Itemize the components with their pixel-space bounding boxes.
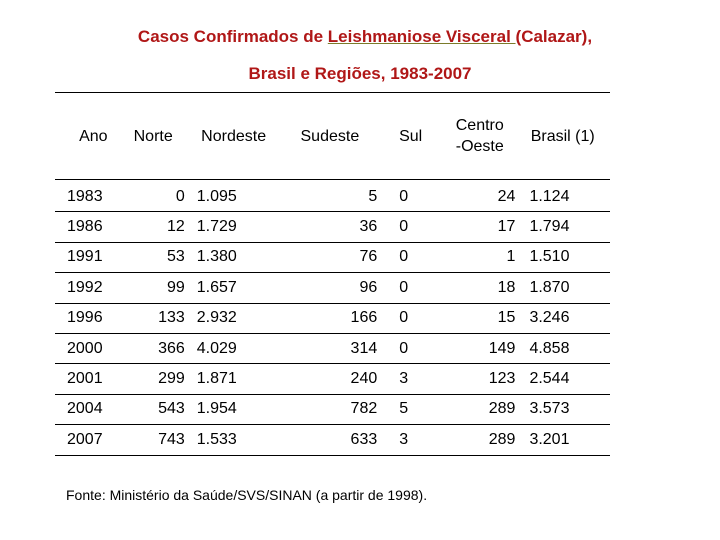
header-nordeste: Nordeste <box>185 93 283 180</box>
cell-centro-oeste: 24 <box>444 180 515 212</box>
cell-centro-oeste: 17 <box>444 212 515 242</box>
header-brasil: Brasil (1) <box>515 93 610 180</box>
cell-nordeste: 1.533 <box>185 425 283 455</box>
cell-sudeste: 633 <box>282 425 377 455</box>
table-header-row <box>55 93 610 180</box>
cell-nordeste: 1.657 <box>185 273 283 303</box>
table-row <box>55 180 610 212</box>
cell-ano: 2001 <box>55 364 122 394</box>
cell-ano: 1991 <box>55 242 122 272</box>
cell-norte: 366 <box>122 333 185 363</box>
cell-nordeste: 1.954 <box>185 394 283 424</box>
header-sudeste: Sudeste <box>282 93 377 180</box>
table-body <box>55 180 610 456</box>
cell-sul: 0 <box>377 242 444 272</box>
cell-sul: 0 <box>377 180 444 212</box>
cell-brasil: 2.544 <box>515 364 610 394</box>
source-text: : Ministério da Saúde/SVS/SINAN (a partir de 1998). <box>101 487 428 503</box>
table-row <box>55 303 610 333</box>
cell-sudeste: 5 <box>282 180 377 212</box>
cell-brasil: 1.870 <box>515 273 610 303</box>
table-row <box>55 364 610 394</box>
title-suffix: (Calazar), <box>515 27 593 46</box>
cell-sul: 3 <box>377 364 444 394</box>
cell-ano: 1986 <box>55 212 122 242</box>
cell-sul: 3 <box>377 425 444 455</box>
header-centro-oeste <box>444 93 515 180</box>
cell-brasil: 1.124 <box>515 180 610 212</box>
header-sul: Sul <box>377 93 444 180</box>
cell-nordeste: 1.380 <box>185 242 283 272</box>
cell-nordeste: 2.932 <box>185 303 283 333</box>
cell-centro-oeste: 289 <box>444 394 515 424</box>
header-centro-line2: -Oeste <box>455 138 504 155</box>
table-row <box>55 333 610 363</box>
cell-nordeste: 1.871 <box>185 364 283 394</box>
source-note <box>66 487 427 503</box>
table-row <box>55 425 610 455</box>
header-centro-line1: Centro <box>455 117 504 134</box>
table-row <box>55 212 610 242</box>
cell-norte: 12 <box>122 212 185 242</box>
cell-nordeste: 1.095 <box>185 180 283 212</box>
cell-ano: 1996 <box>55 303 122 333</box>
cell-sul: 0 <box>377 212 444 242</box>
title-prefix: Casos Confirmados de <box>137 27 328 46</box>
cell-brasil: 1.794 <box>515 212 610 242</box>
cell-ano: 2004 <box>55 394 122 424</box>
cell-centro-oeste: 149 <box>444 333 515 363</box>
cell-brasil: 3.201 <box>515 425 610 455</box>
source-label: Fonte <box>66 487 102 503</box>
cell-centro-oeste: 1 <box>444 242 515 272</box>
cell-sudeste: 76 <box>282 242 377 272</box>
cell-brasil: 4.858 <box>515 333 610 363</box>
header-ano: Ano <box>55 93 122 180</box>
title-line-1 <box>5 27 720 47</box>
cell-sul: 0 <box>377 333 444 363</box>
cell-norte: 133 <box>122 303 185 333</box>
cell-centro-oeste: 289 <box>444 425 515 455</box>
table-row <box>55 394 610 424</box>
cell-ano: 1992 <box>55 273 122 303</box>
cell-ano: 2000 <box>55 333 122 363</box>
cell-nordeste: 4.029 <box>185 333 283 363</box>
cell-sudeste: 96 <box>282 273 377 303</box>
cell-sul: 0 <box>377 273 444 303</box>
cell-centro-oeste: 18 <box>444 273 515 303</box>
cell-norte: 543 <box>122 394 185 424</box>
table-row <box>55 273 610 303</box>
cell-centro-oeste: 15 <box>444 303 515 333</box>
cell-norte: 0 <box>122 180 185 212</box>
cell-brasil: 3.573 <box>515 394 610 424</box>
title-link[interactable]: Leishmaniose Visceral <box>327 27 516 46</box>
cell-sudeste: 36 <box>282 212 377 242</box>
cell-ano: 2007 <box>55 425 122 455</box>
cell-sul: 5 <box>377 394 444 424</box>
cell-brasil: 1.510 <box>515 242 610 272</box>
cell-norte: 53 <box>122 242 185 272</box>
cell-brasil: 3.246 <box>515 303 610 333</box>
cell-sudeste: 314 <box>282 333 377 363</box>
cell-sudeste: 166 <box>282 303 377 333</box>
cell-sul: 0 <box>377 303 444 333</box>
cell-centro-oeste: 123 <box>444 364 515 394</box>
header-norte: Norte <box>122 93 185 180</box>
table-row <box>55 242 610 272</box>
cell-sudeste: 240 <box>282 364 377 394</box>
cell-nordeste: 1.729 <box>185 212 283 242</box>
cell-ano: 1983 <box>55 180 122 212</box>
cell-norte: 299 <box>122 364 185 394</box>
title-line-2: Brasil e Regiões, 1983-2007 <box>248 64 472 83</box>
cell-norte: 743 <box>122 425 185 455</box>
cell-norte: 99 <box>122 273 185 303</box>
cases-table <box>55 92 610 456</box>
cell-sudeste: 782 <box>282 394 377 424</box>
